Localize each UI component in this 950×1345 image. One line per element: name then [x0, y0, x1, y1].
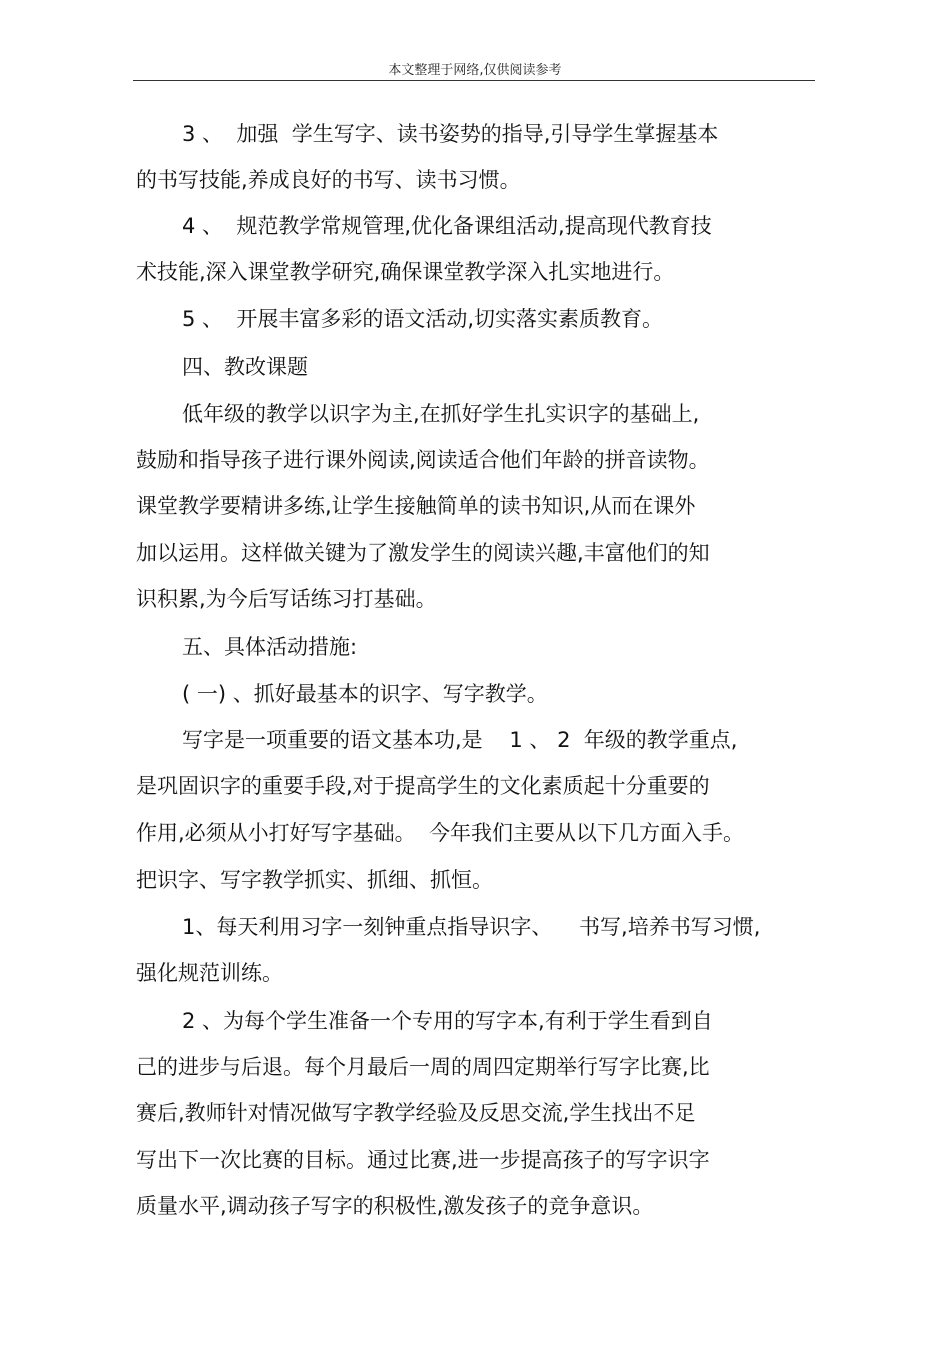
- section-heading: 四、教改课题: [182, 355, 308, 379]
- body-line: 把识字、写字教学抓实、抓细、抓恒。: [136, 868, 493, 892]
- body-line: 鼓励和指导孩子进行课外阅读,阅读适合他们年龄的拼音读物。: [136, 448, 710, 472]
- body-line: 4 、 规范教学常规管理,优化备课组活动,提高现代教育技: [182, 214, 712, 238]
- header-divider: [133, 80, 815, 81]
- body-line: 5 、 开展丰富多彩的语文活动,切实落实素质教育。: [182, 307, 664, 331]
- body-line: 2 、为每个学生准备一个专用的写字本,有利于学生看到自: [182, 1009, 713, 1033]
- body-line: 是巩固识字的重要手段,对于提高学生的文化素质起十分重要的: [136, 774, 710, 798]
- subsection-heading: ( 一) 、抓好最基本的识字、写字教学。: [182, 682, 548, 706]
- body-line: 课堂教学要精讲多练,让学生接触简单的读书知识,从而在课外: [136, 494, 696, 518]
- body-line: 低年级的教学以识字为主,在抓好学生扎实识字的基础上,: [182, 402, 700, 426]
- body-line: 识积累,为今后写话练习打基础。: [136, 587, 437, 611]
- page-header: 本文整理于网络,仅供阅读参考: [388, 63, 562, 78]
- body-line: 赛后,教师针对情况做写字教学经验及反思交流,学生找出不足: [136, 1101, 696, 1125]
- body-line: 加以运用。这样做关键为了激发学生的阅读兴趣,丰富他们的知: [136, 541, 710, 565]
- body-line: 写出下一次比赛的目标。通过比赛,进一步提高孩子的写字识字: [136, 1148, 710, 1172]
- body-line: 术技能,深入课堂教学研究,确保课堂教学深入扎实地进行。: [136, 260, 675, 284]
- body-line: 己的进步与后退。每个月最后一周的周四定期举行写字比赛,比: [136, 1055, 710, 1079]
- body-line: 质量水平,调动孩子写字的积极性,激发孩子的竞争意识。: [136, 1194, 654, 1218]
- body-line: 的书写技能,养成良好的书写、读书习惯。: [136, 168, 521, 192]
- body-line: 强化规范训练。: [136, 961, 283, 985]
- section-heading: 五、具体活动措施:: [182, 635, 358, 659]
- body-line: 写字是一项重要的语文基本功,是 1 、 2 年级的教学重点,: [182, 728, 738, 752]
- body-line: 1、每天利用习字一刻钟重点指导识字、 书写,培养书写习惯,: [182, 915, 761, 939]
- body-line: 3 、 加强 学生写字、读书姿势的指导,引导学生掌握基本: [182, 122, 719, 146]
- body-line: 作用,必须从小打好写字基础。 今年我们主要从以下几方面入手。: [136, 821, 745, 845]
